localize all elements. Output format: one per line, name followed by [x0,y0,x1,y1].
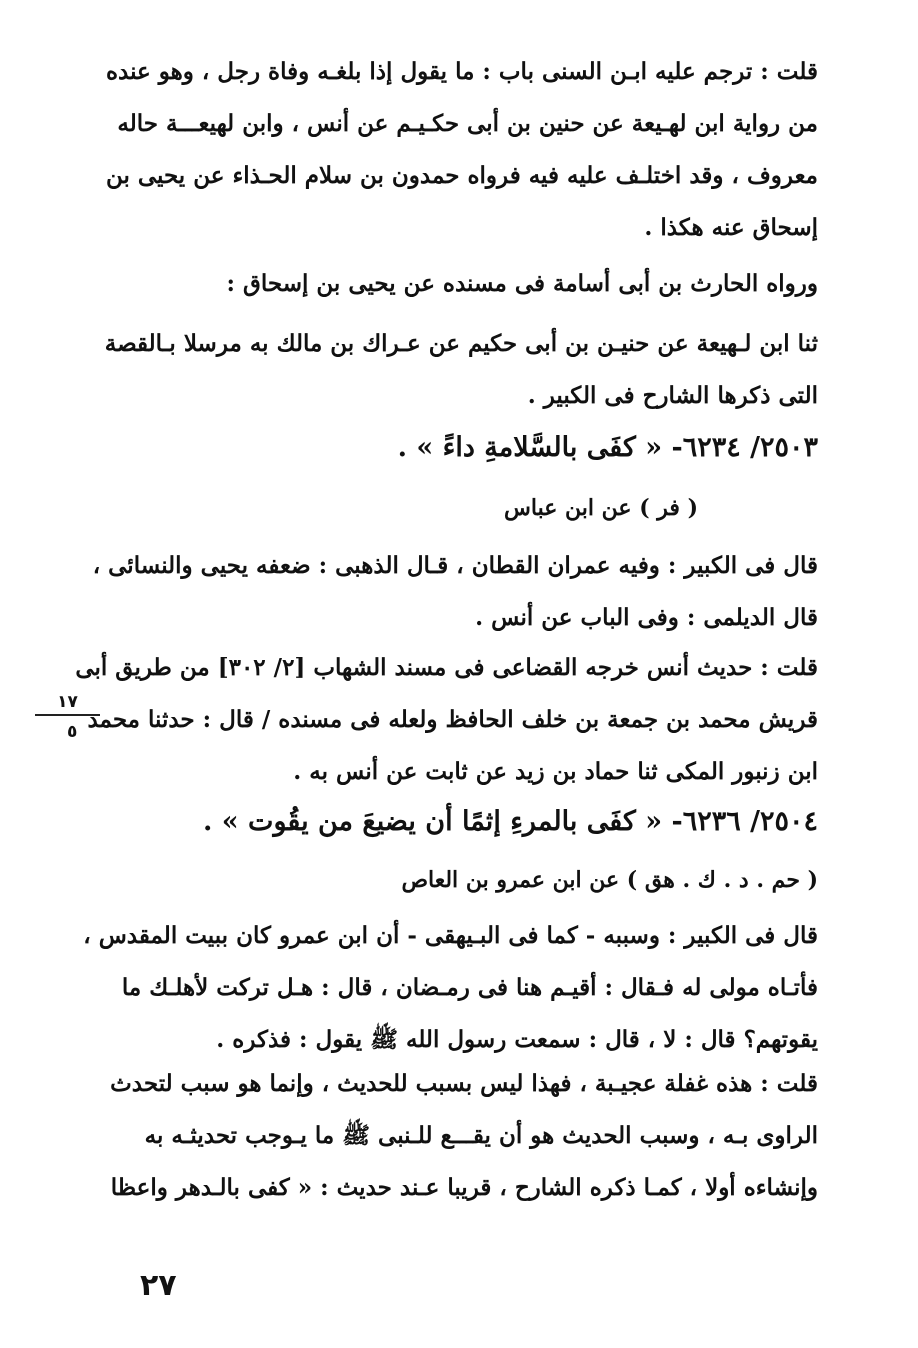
page-number: ٢٧ [140,1268,177,1303]
paragraph-5 [75,642,818,798]
text-line: قال فى الكبير : وسببه - كما فى البـيهقى - أن ابن عمرو كان ببيت المقدس ، [83,922,818,949]
paragraph-4 [92,540,818,644]
text-line: التى ذكرها الشارح فى الكبير . [527,382,818,409]
hadith-2504 [108,796,818,848]
text-line: إسحاق عنه هكذا . [644,214,818,241]
text-line: يقوتهم؟ قال : لا ، قال : سمعت رسول الله ﷺ يقول : فذكره . [216,1026,818,1053]
text-line: من رواية ابن لهـيعة عن حنين بن أبى حكـيـم عن أنس ، وابن لهيعـــة حاله [117,110,818,137]
hadith-text: ٢٥٠٤/ ٦٢٣٦- « كفَى بالمرءِ إثمًا أن يضيعَ من يقُوت » . [202,806,818,837]
text-line: قلت : هذه غفلة عجيـبة ، فهذا ليس بسبب للحديث ، وإنما هو سبب لتحدث [110,1070,818,1097]
hadith-2503 [108,422,818,474]
paragraph-7 [108,1058,818,1214]
hadith-text: ٢٥٠٣/ ٦٢٣٤- « كفَى بالسَّلامةِ داءً » . [397,432,818,463]
text-line: وإنشاءه أولا ، كمـا ذكره الشارح ، قريبا عـند حديث : « كفى بالـدهر واعظا [110,1174,818,1201]
paragraph-2 [108,258,818,310]
text-line: معروف ، وقد اختلـف عليه فيه فرواه حمدون بن سلام الحـذاء عن يحيى بن [105,162,818,189]
margin-number-top: ١٧ [57,692,78,712]
source-line: ( فر ) عن ابن عباس [504,495,698,521]
text-line: قال فى الكبير : وفيه عمران القطان ، قـال الذهبى : ضعفه يحيى والنسائى ، [92,552,818,579]
text-line: ابن زنبور المكى ثنا حماد بن زيد عن ثابت عن أنس به . [293,758,818,785]
text-line: فأتـاه مولى له فـقال : أقيـم هنا فى رمـضان ، قال : هـل تركت لأهلـك ما [121,974,818,1001]
paragraph-6 [83,910,818,1066]
margin-rule [35,714,100,716]
paragraph-3 [104,318,818,422]
source-2504 [108,854,818,906]
text-line: الراوى بـه ، وسبب الحديث هو أن يقـــع للـنبى ﷺ ما يـوجب تحديثـه به [144,1122,818,1149]
source-2503 [108,482,698,534]
source-line: ( حم . د . ك . هق ) عن ابن عمرو بن العاص [401,867,818,893]
margin-number-bottom: ٥ [67,722,78,742]
text-line: ثنا ابن لـهيعة عن حنيـن بن أبى حكيم عن عـراك بن مالك به مرسلا بـالقصة [104,330,818,357]
text-line: قلت : حديث أنس خرجه القضاعى فى مسند الشهاب [٢/ ٣٠٢] من طريق أبى [75,654,818,681]
text-line: قال الديلمى : وفى الباب عن أنس . [475,604,818,631]
margin-folio-note [35,692,100,742]
text-line: ورواه الحارث بن أبى أسامة فى مسنده عن يحيى بن إسحاق : [226,270,818,297]
text-line: قريش محمد بن جمعة بن خلف الحافظ ولعله فى مسنده / قال : حدثنا محمد [87,706,818,733]
text-line: قلت : ترجم عليه ابـن السنى باب : ما يقول إذا بلغـه وفاة رجل ، وهو عنده [105,58,818,85]
paragraph-1 [105,46,818,254]
